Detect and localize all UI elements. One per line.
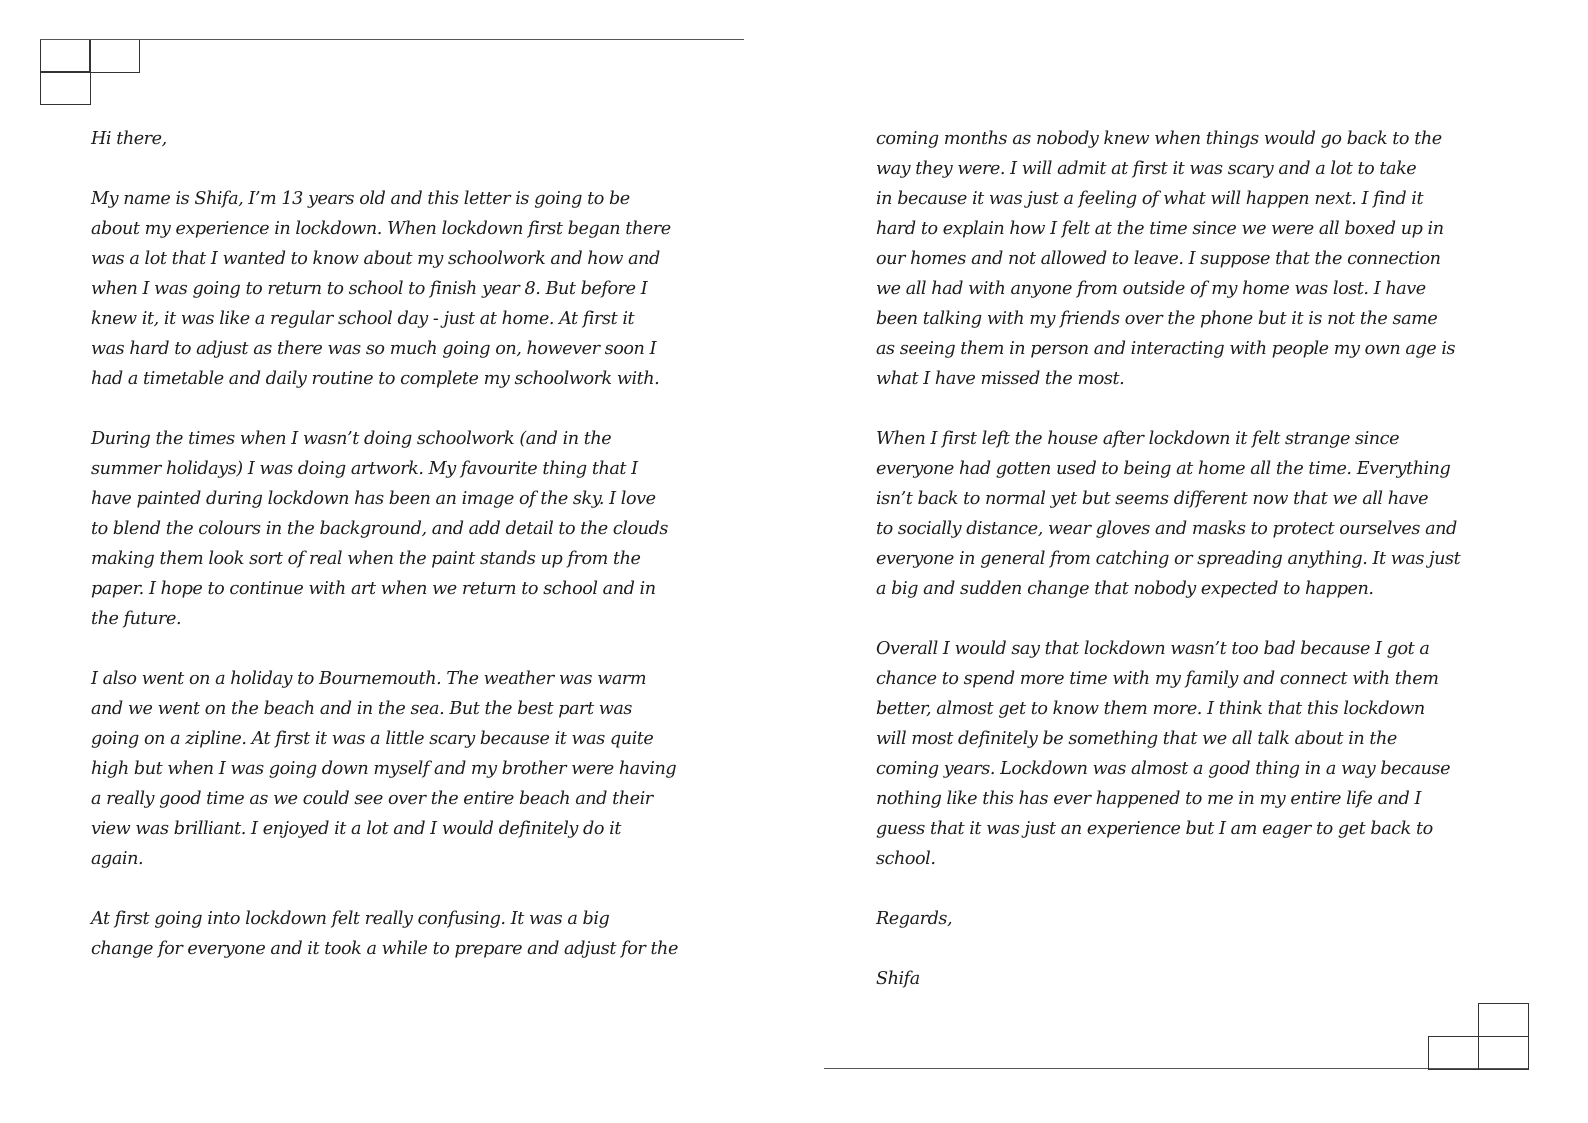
- text-line: At first going into lockdown felt really confusing. It was a big: [91, 909, 610, 929]
- text-line: guess that it was just an experience but I am eager to get back to: [876, 819, 1433, 839]
- text-line: nothing like this has ever happened to me in my entire life and I: [876, 789, 1421, 809]
- text-line: change for everyone and it took a while to prepare and adjust for the: [91, 939, 678, 959]
- paragraph: [91, 424, 731, 634]
- text-line: about my experience in lockdown. When lockdown first began there: [91, 219, 671, 239]
- text-line: knew it, it was like a regular school day - just at home. At first it: [91, 309, 635, 329]
- text-line: coming years. Lockdown was almost a good thing in a way because: [876, 759, 1451, 779]
- text-line: was a lot that I wanted to know about my schoolwork and how and: [91, 249, 660, 269]
- text-line: had a timetable and daily routine to complete my schoolwork with.: [91, 369, 660, 389]
- text-line: summer holidays) I was doing artwork. My favourite thing that I: [91, 459, 638, 479]
- text-line: everyone in general from catching or spreading anything. It was just: [876, 549, 1461, 569]
- text-line: in because it was just a feeling of what will happen next. I find it: [876, 189, 1424, 209]
- corner-box-top-left-2: [89, 39, 140, 73]
- text-line: chance to spend more time with my family and connect with them: [876, 669, 1439, 689]
- paragraph: [91, 904, 731, 964]
- text-line: making them look sort of real when the paint stands up from the: [91, 549, 641, 569]
- paragraph: [91, 664, 731, 874]
- text-line: paper. I hope to continue with art when we return to school and in: [91, 579, 656, 599]
- paragraph: [876, 424, 1516, 604]
- greeting: Hi there,: [91, 129, 167, 149]
- text-line: will most definitely be something that we all talk about in the: [876, 729, 1397, 749]
- text-line: view was brilliant. I enjoyed it a lot and I would definitely do it: [91, 819, 621, 839]
- text-line: again.: [91, 849, 144, 869]
- text-line: better, almost get to know them more. I think that this lockdown: [876, 699, 1425, 719]
- text-line: My name is Shifa, I’m 13 years old and this letter is going to be: [91, 189, 630, 209]
- right-page: [794, 0, 1588, 1123]
- text-line: a big and sudden change that nobody expected to happen.: [876, 579, 1374, 599]
- text-line: been talking with my friends over the phone but it is not the same: [876, 309, 1438, 329]
- text-line: to socially distance, wear gloves and masks to protect ourselves and: [876, 519, 1457, 539]
- text-line: what I have missed the most.: [876, 369, 1125, 389]
- text-line: coming months as nobody knew when things would go back to the: [876, 129, 1442, 149]
- closing: Regards,: [876, 909, 953, 929]
- paragraph: [91, 184, 731, 394]
- text-line: hard to explain how I felt at the time since we were all boxed up in: [876, 219, 1444, 239]
- text-line: When I first left the house after lockdown it felt strange since: [876, 429, 1400, 449]
- corner-box-bottom-right-2: [1478, 1036, 1529, 1070]
- text-line: and we went on the beach and in the sea. But the best part was: [91, 699, 633, 719]
- text-line: the future.: [91, 609, 182, 629]
- text-line: Overall I would say that lockdown wasn’t too bad because I got a: [876, 639, 1430, 659]
- corner-box-top-left-1: [40, 39, 91, 73]
- paragraph: [876, 124, 1516, 394]
- text-line: going on a zipline. At first it was a little scary because it was quite: [91, 729, 654, 749]
- text-line: During the times when I wasn’t doing schoolwork (and in the: [91, 429, 612, 449]
- text-line: way they were. I will admit at first it was scary and a lot to take: [876, 159, 1417, 179]
- top-rule: [40, 39, 744, 40]
- text-line: have painted during lockdown has been an image of the sky. I love: [91, 489, 656, 509]
- corner-box-top-left-3: [40, 71, 91, 105]
- text-line: as seeing them in person and interacting with people my own age is: [876, 339, 1456, 359]
- text-line: our homes and not allowed to leave. I suppose that the connection: [876, 249, 1441, 269]
- text-line: school.: [876, 849, 936, 869]
- signature: Shifa: [876, 969, 920, 989]
- letter-text-right: [876, 124, 1516, 994]
- text-line: high but when I was going down myself and my brother were having: [91, 759, 677, 779]
- text-line: we all had with anyone from outside of my home was lost. I have: [876, 279, 1426, 299]
- text-line: was hard to adjust as there was so much going on, however soon I: [91, 339, 657, 359]
- corner-box-bottom-right-3: [1428, 1036, 1479, 1070]
- paragraph: [876, 634, 1516, 874]
- text-line: isn’t back to normal yet but seems different now that we all have: [876, 489, 1429, 509]
- text-line: to blend the colours in the background, and add detail to the clouds: [91, 519, 668, 539]
- text-line: I also went on a holiday to Bournemouth. The weather was warm: [91, 669, 647, 689]
- corner-box-bottom-right-1: [1478, 1003, 1529, 1037]
- letter-text-left: [91, 124, 731, 964]
- bottom-rule: [824, 1068, 1528, 1069]
- text-line: everyone had gotten used to being at home all the time. Everything: [876, 459, 1451, 479]
- text-line: a really good time as we could see over the entire beach and their: [91, 789, 653, 809]
- text-line: when I was going to return to school to finish year 8. But before I: [91, 279, 648, 299]
